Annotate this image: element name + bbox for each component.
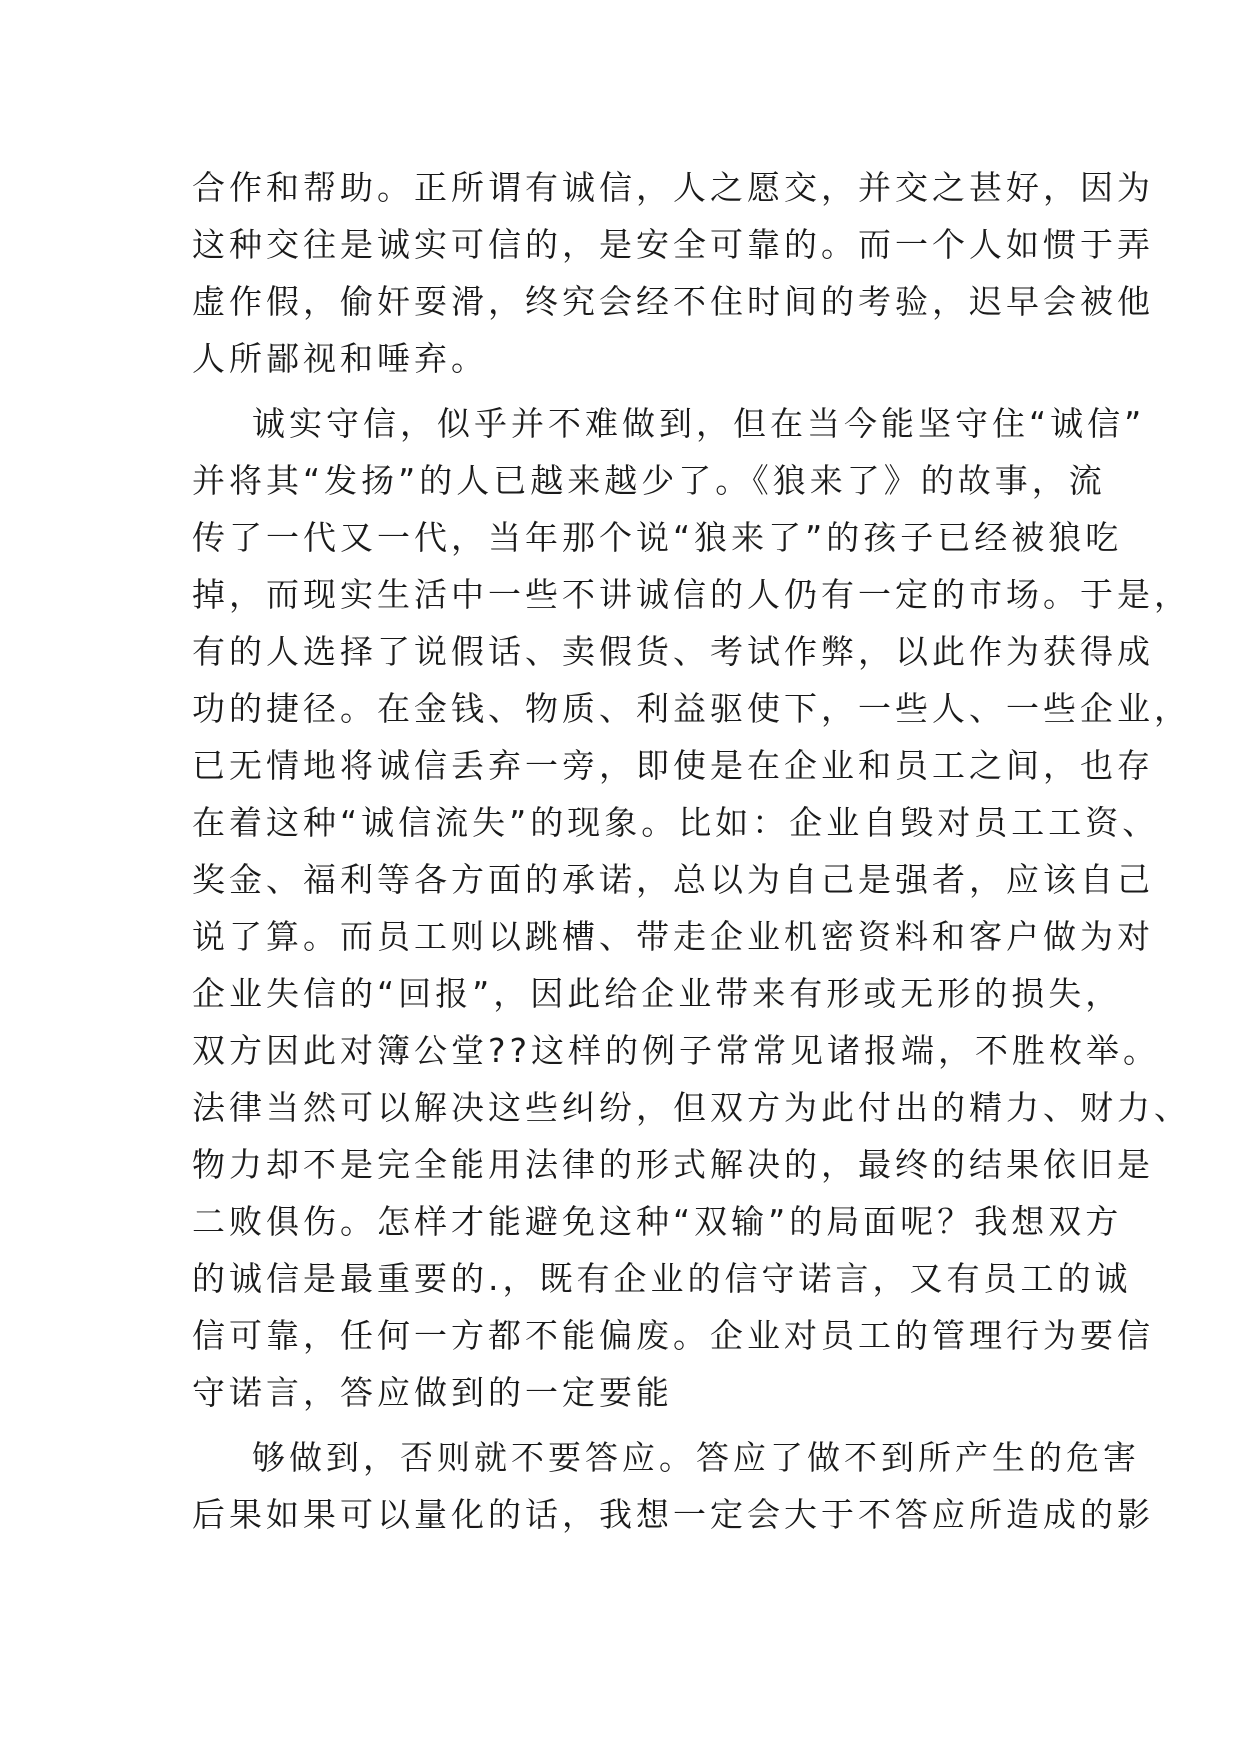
text-line-19: 二败俱伤。怎样才能避免这种“双输”的局面呢？我想双方 bbox=[192, 1202, 1123, 1241]
text-line-24: 后果如果可以量化的话，我想一定会大于不答应所造成的影 bbox=[192, 1495, 1154, 1534]
text-line-13: 奖金、福利等各方面的承诺，总以为自己是强者，应该自己 bbox=[192, 860, 1154, 899]
text-line-1: 合作和帮助。正所谓有诚信，人之愿交，并交之甚好，因为 bbox=[192, 168, 1154, 207]
text-line-16: 双方因此对簿公堂??这样的例子常常见诸报端，不胜枚举。 bbox=[192, 1031, 1161, 1070]
text-line-9: 有的人选择了说假话、卖假货、考试作弊，以此作为获得成 bbox=[192, 632, 1154, 671]
text-line-12: 在着这种“诚信流失”的现象。比如：企业自毁对员工工资、 bbox=[192, 803, 1160, 842]
text-line-21: 信可靠，任何一方都不能偏废。企业对员工的管理行为要信 bbox=[192, 1316, 1154, 1355]
text-line-22: 守诺言，答应做到的一定要能 bbox=[192, 1373, 673, 1412]
text-line-20: 的诚信是最重要的.，既有企业的信守诺言，又有员工的诚 bbox=[192, 1259, 1132, 1298]
text-line-17: 法律当然可以解决这些纠纷，但双方为此付出的精力、财力、 bbox=[192, 1088, 1191, 1127]
text-line-11: 已无情地将诚信丢弃一旁，即使是在企业和员工之间，也存 bbox=[192, 746, 1154, 785]
text-line-15: 企业失信的“回报”，因此给企业带来有形或无形的损失， bbox=[192, 974, 1123, 1013]
text-line-23: 够做到，否则就不要答应。答应了做不到所产生的危害 bbox=[252, 1438, 1140, 1477]
text-line-3: 虚作假，偷奸耍滑，终究会经不住时间的考验，迟早会被他 bbox=[192, 282, 1154, 321]
text-line-7: 传了一代又一代，当年那个说“狼来了”的孩子已经被狼吃 bbox=[192, 518, 1123, 557]
text-line-10: 功的捷径。在金钱、物质、利益驱使下，一些人、一些企业， bbox=[192, 689, 1191, 728]
text-line-8: 掉，而现实生活中一些不讲诚信的人仍有一定的市场。于是， bbox=[192, 575, 1191, 614]
text-line-18: 物力却不是完全能用法律的形式解决的，最终的结果依旧是 bbox=[192, 1145, 1154, 1184]
document-body bbox=[192, 159, 1191, 1543]
text-line-2: 这种交往是诚实可信的，是安全可靠的。而一个人如惯于弄 bbox=[192, 225, 1154, 264]
text-line-5: 诚实守信，似乎并不难做到，但在当今能坚守住“诚信” bbox=[252, 404, 1146, 443]
text-line-6: 并将其“发扬”的人已越来越少了。《狼来了》的故事，流 bbox=[192, 461, 1106, 500]
text-line-4: 人所鄙视和唾弃。 bbox=[192, 339, 488, 378]
text-line-14: 说了算。而员工则以跳槽、带走企业机密资料和客户做为对 bbox=[192, 917, 1154, 956]
